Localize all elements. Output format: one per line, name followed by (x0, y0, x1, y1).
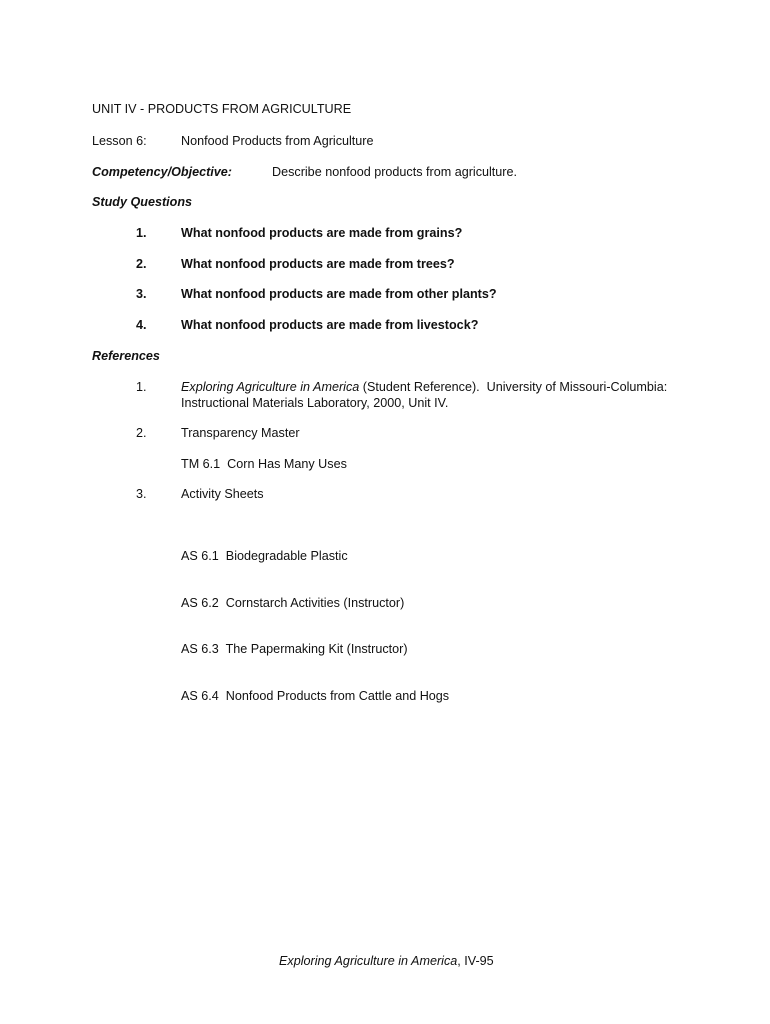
reference-number: 3. (136, 487, 147, 501)
reference-1 (181, 380, 667, 411)
reference-2-text: Transparency Master (181, 426, 300, 440)
study-questions-heading: Study Questions (92, 195, 193, 209)
reference-2-sub: TM 6.1 Corn Has Many Uses (181, 457, 347, 471)
activity-sheet-item: AS 6.1 Biodegradable Plastic (181, 549, 348, 563)
unit-title: UNIT IV - PRODUCTS FROM AGRICULTURE (92, 102, 352, 116)
reference-1-details: (Student Reference). University of Missouri-Columbia: (359, 380, 668, 394)
activity-sheet-list (181, 518, 449, 735)
lesson-title: Nonfood Products from Agriculture (181, 134, 374, 148)
question-number: 1. (136, 226, 147, 240)
competency-text: Describe nonfood products from agriculture. (272, 165, 518, 179)
footer-title: Exploring Agriculture in America (279, 954, 458, 968)
activity-sheet-item: AS 6.2 Cornstarch Activities (Instructor) (181, 595, 405, 610)
question-number: 4. (136, 318, 147, 332)
question-text: What nonfood products are made from grains? (181, 226, 463, 240)
lesson-label: Lesson 6: (92, 134, 147, 148)
question-text: What nonfood products are made from other plants? (181, 287, 497, 301)
activity-sheet-item: AS 6.3 The Papermaking Kit (Instructor) (181, 642, 408, 656)
page-footer (279, 954, 494, 970)
activity-sheet-item: AS 6.4 Nonfood Products from Cattle and Hogs (181, 688, 450, 703)
reference-number: 1. (136, 380, 147, 394)
competency-label: Competency/Objective: (92, 165, 232, 179)
footer-page-number: , IV-95 (457, 954, 494, 968)
reference-1-line1 (181, 380, 667, 396)
reference-1-line2: Instructional Materials Laboratory, 2000, Unit IV. (181, 395, 449, 410)
reference-3-text: Activity Sheets (181, 487, 264, 501)
question-number: 3. (136, 287, 147, 301)
reference-number: 2. (136, 426, 147, 440)
question-text: What nonfood products are made from trees? (181, 257, 455, 271)
question-number: 2. (136, 257, 147, 271)
references-heading: References (92, 349, 160, 363)
reference-1-title: Exploring Agriculture in America (181, 380, 360, 394)
question-text: What nonfood products are made from livestock? (181, 318, 479, 332)
